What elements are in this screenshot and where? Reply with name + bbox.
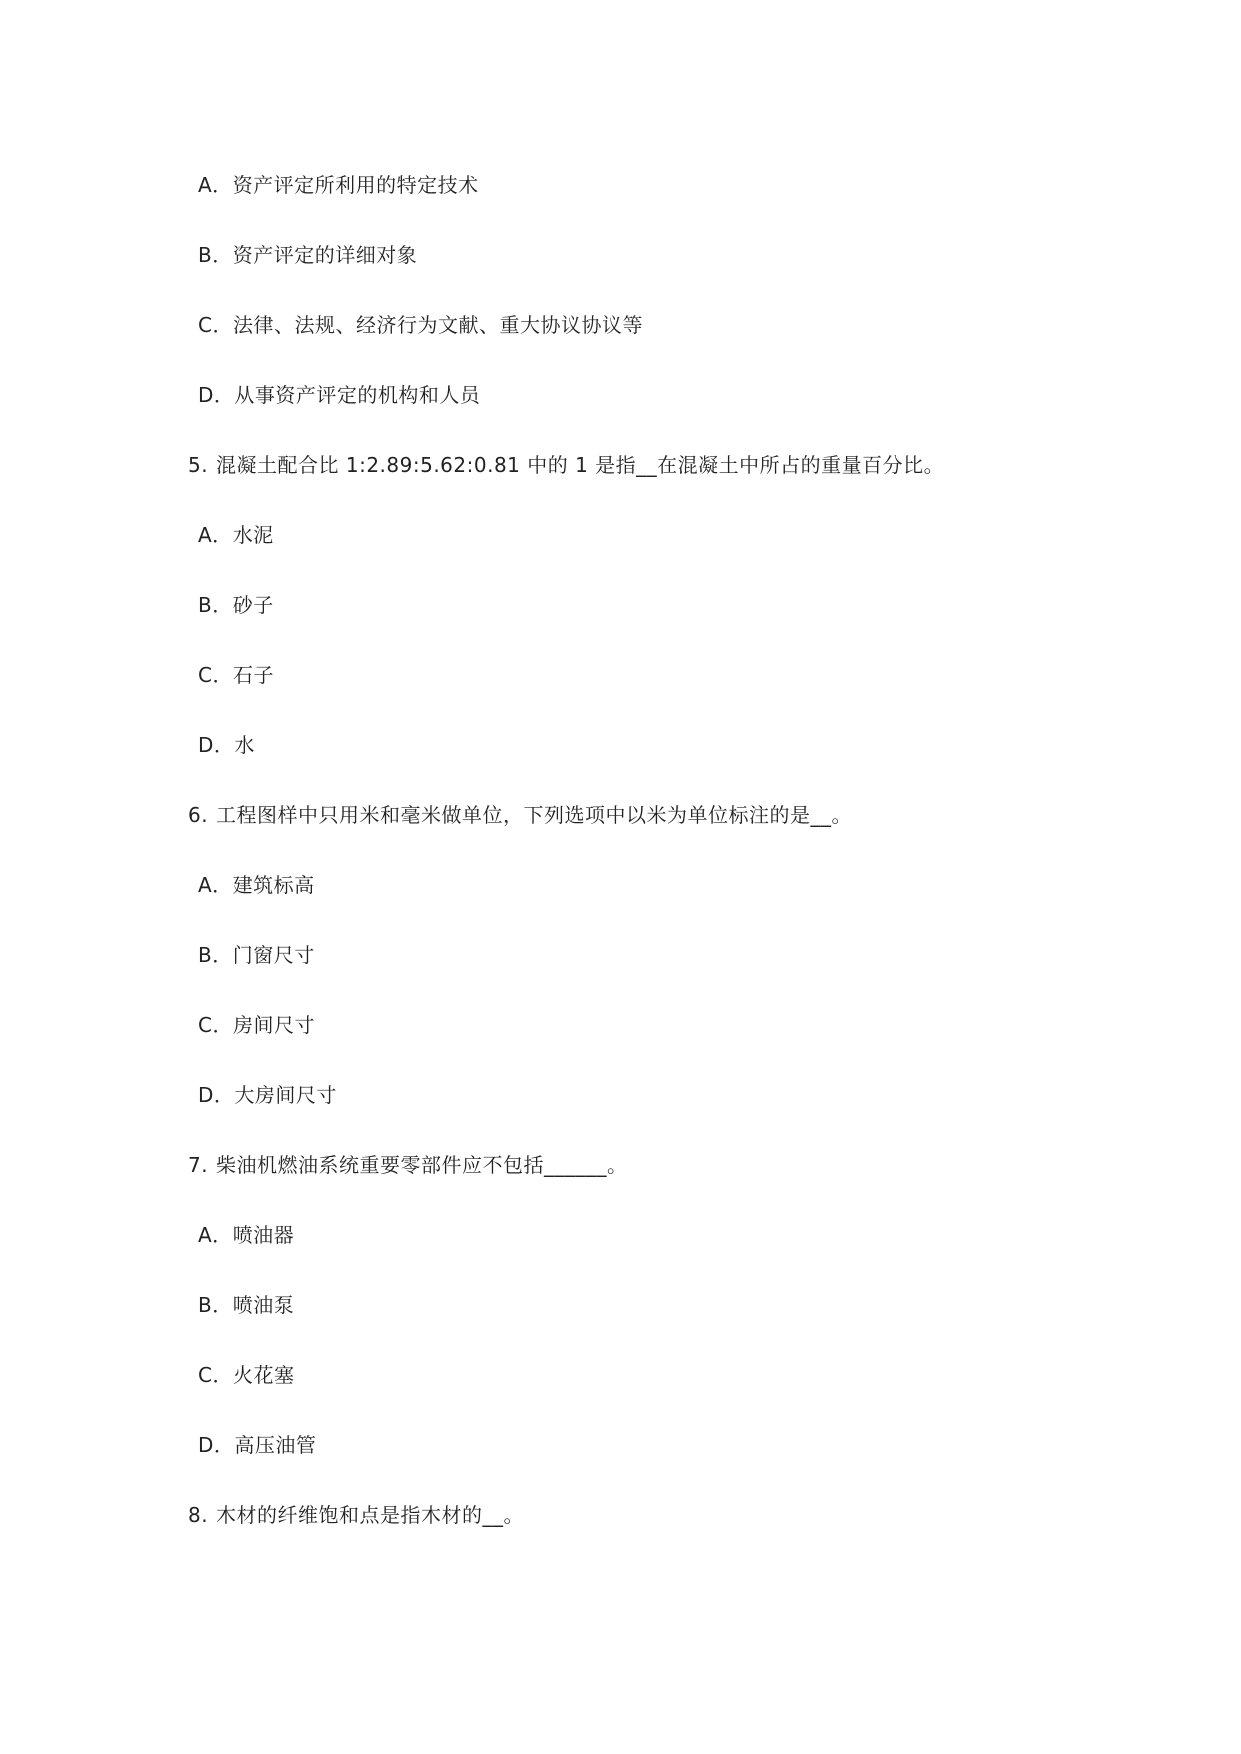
option-text: 建筑标高 xyxy=(232,873,315,897)
question-text: 工程图样中只用米和毫米做单位，下列选项中以米为单位标注的是__。 xyxy=(216,803,852,827)
option-letter: A． xyxy=(198,1223,233,1247)
option-b xyxy=(198,1292,294,1318)
option-text: 砂子 xyxy=(232,593,274,617)
question-number: 5. xyxy=(188,453,209,477)
option-text: 大房间尺寸 xyxy=(234,1083,337,1107)
option-text: 石子 xyxy=(232,663,274,687)
option-letter: B． xyxy=(198,943,233,967)
question-text: 木材的纤维饱和点是指木材的__。 xyxy=(216,1503,524,1527)
option-text: 法律、法规、经济行为文献、重大协议协议等 xyxy=(232,313,643,337)
option-b xyxy=(198,592,274,618)
option-d xyxy=(198,1082,337,1108)
option-letter: C． xyxy=(198,663,233,687)
option-c xyxy=(198,312,643,338)
option-text: 高压油管 xyxy=(234,1433,317,1457)
question-text: 混凝土配合比 1:2.89:5.62:0.81 中的 1 是指__在混凝土中所占的重量百分比。 xyxy=(216,453,945,477)
option-text: 喷油泵 xyxy=(232,1293,295,1317)
question-7 xyxy=(188,1152,628,1178)
option-a xyxy=(198,522,274,548)
question-8 xyxy=(188,1502,524,1528)
option-a xyxy=(198,172,479,198)
option-c xyxy=(198,1012,315,1038)
option-d xyxy=(198,1432,316,1458)
option-d xyxy=(198,382,480,408)
option-text: 喷油器 xyxy=(232,1223,295,1247)
option-text: 水泥 xyxy=(232,523,274,547)
option-letter: A． xyxy=(198,173,233,197)
option-letter: D． xyxy=(198,1083,235,1107)
option-a xyxy=(198,1222,294,1248)
option-text: 房间尺寸 xyxy=(232,1013,315,1037)
option-letter: A． xyxy=(198,523,233,547)
option-letter: A． xyxy=(198,873,233,897)
option-letter: B． xyxy=(198,243,233,267)
option-c xyxy=(198,1362,294,1388)
option-letter: B． xyxy=(198,1293,233,1317)
option-text: 火花塞 xyxy=(232,1363,295,1387)
option-b xyxy=(198,242,417,268)
option-c xyxy=(198,662,274,688)
option-letter: D． xyxy=(198,1433,235,1457)
option-letter: C． xyxy=(198,1013,233,1037)
question-5 xyxy=(188,452,944,478)
question-number: 7. xyxy=(188,1153,209,1177)
option-letter: D． xyxy=(198,733,235,757)
option-d xyxy=(198,732,255,758)
option-letter: B． xyxy=(198,593,233,617)
option-letter: D． xyxy=(198,383,235,407)
option-text: 水 xyxy=(234,733,255,757)
option-b xyxy=(198,942,315,968)
option-letter: C． xyxy=(198,1363,233,1387)
option-text: 资产评定所利用的特定技术 xyxy=(232,173,479,197)
question-number: 6. xyxy=(188,803,209,827)
option-a xyxy=(198,872,315,898)
question-text: 柴油机燃油系统重要零部件应不包括______。 xyxy=(216,1153,628,1177)
option-text: 从事资产评定的机构和人员 xyxy=(234,383,481,407)
question-number: 8. xyxy=(188,1503,209,1527)
option-text: 资产评定的详细对象 xyxy=(232,243,418,267)
option-letter: C． xyxy=(198,313,233,337)
option-text: 门窗尺寸 xyxy=(232,943,315,967)
question-6 xyxy=(188,802,852,828)
